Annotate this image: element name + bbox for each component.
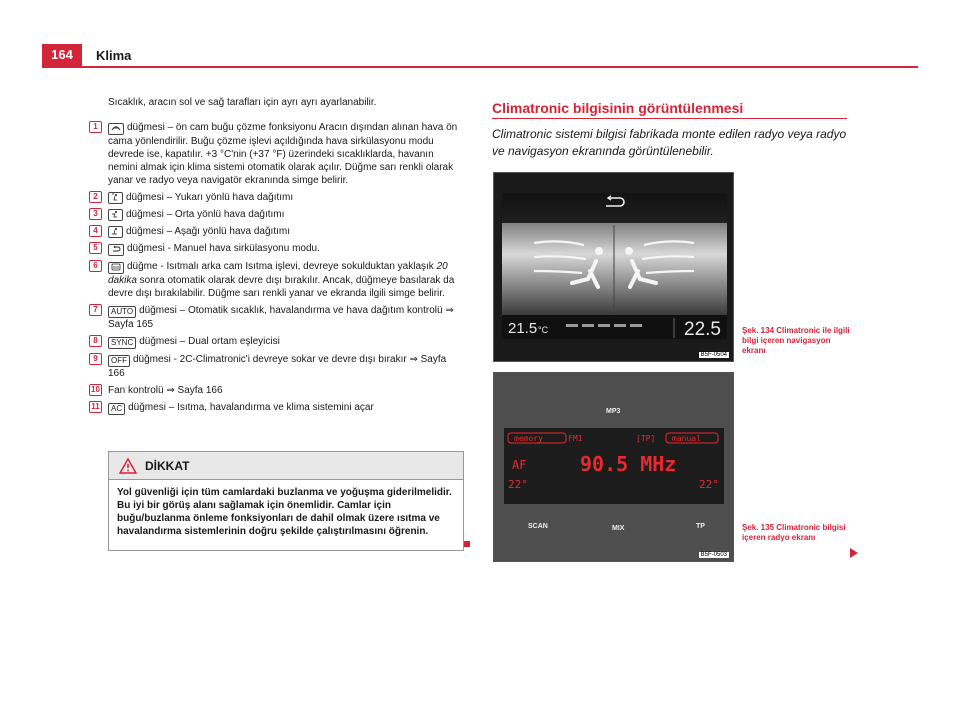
temp-left: 22° <box>508 478 528 491</box>
item-text: Fan kontrolü ⇒ Sayfa 166 <box>108 385 223 396</box>
page-title: Klima <box>96 48 132 63</box>
off-key: OFF <box>108 355 130 367</box>
list-item-2 <box>93 191 464 204</box>
air-down-icon <box>108 226 123 238</box>
continue-arrow-icon <box>850 548 858 558</box>
item-number: 1 <box>89 121 102 133</box>
warning-box <box>108 451 464 551</box>
header-rule <box>42 66 918 68</box>
item-number: 3 <box>89 208 102 220</box>
item-number: 9 <box>89 353 102 365</box>
defrost-icon <box>108 123 124 135</box>
item-text: sonra otomatik olarak devre dışı bırakılır. Ancak, düğmeye basılarak da devre dışı bırakılabilir. Düğme sarı renkli yanar ve ekranda ilgili simge belirir. <box>108 275 455 299</box>
ac-key: AC <box>108 403 125 415</box>
warning-header <box>109 452 463 480</box>
item-text: düğmesi – Yukarı yönlü hava dağıtımı <box>126 192 294 203</box>
item-number: 7 <box>89 304 102 316</box>
item-number: 8 <box>89 335 102 347</box>
item-text: düğmesi – Isıtma, havalandırma ve klima sistemini açar <box>128 402 374 413</box>
item-text: düğmesi – ön cam buğu çözme fonksiyonu Aracın dışından alınan hava ön cama yönlendirilir. Buğu çözme işlevi açıldığında hava sirkülasyonu modu devrede ise, kapatılır. +3 °C'nin (+37 °F) üzerindeki sıcaklıklarda, havanın nemini almak için klima sistemi otomatik olarak açılır. Düğme sarı renkli olarak yanar ve radyo veya navigatör ekranında simge belirir. <box>108 122 458 186</box>
right-temperature: 22.5 <box>684 319 721 340</box>
label-memory: memory <box>514 434 543 443</box>
label-fm: FM1 <box>568 434 583 443</box>
mix-button: MIX <box>612 525 625 532</box>
section-rule <box>492 118 847 119</box>
item-text: düğmesi – Otomatik sıcaklık, havalandırma ve hava dağıtım kontrolü ⇒ Sayfa 165 <box>108 305 454 330</box>
figure-navigation-screen <box>493 172 734 362</box>
figure-radio-screen <box>493 372 734 562</box>
list-item-6 <box>93 260 464 300</box>
frequency: 90.5 MHz <box>580 452 677 476</box>
label-manual: manual <box>672 434 701 443</box>
recirc-icon <box>108 244 124 256</box>
air-up-icon <box>108 192 123 204</box>
section-end-mark <box>464 541 470 547</box>
scan-button: SCAN <box>528 523 548 530</box>
label-af: AF <box>512 458 527 472</box>
list-item-4 <box>93 225 464 238</box>
item-text: düğmesi – Orta yönlü hava dağıtımı <box>126 209 285 220</box>
item-number: 5 <box>89 242 102 254</box>
section-lead: Climatronic sistemi bilgisi fabrikada monte edilen radyo veya radyo ve navigasyon ekranında görüntülenebilir. <box>492 127 847 158</box>
list-item-9 <box>93 353 464 380</box>
item-text: düğmesi – Aşağı yönlü hava dağıtımı <box>126 226 290 237</box>
section-title: Climatronic bilgisinin görüntülenmesi <box>492 100 744 116</box>
rear-window-icon <box>108 262 124 274</box>
auto-key: AUTO <box>108 306 136 318</box>
figure-code: B5F-0503 <box>700 552 727 558</box>
figure-caption-134: Şek. 134 Climatronic ile ilgili bilgi içeren navigasyon ekranı <box>742 326 850 355</box>
item-number: 10 <box>89 384 102 396</box>
item-text: düğmesi – Dual ortam eşleyicisi <box>139 336 280 347</box>
list-item-3 <box>93 208 464 221</box>
item-text: düğmesi - 2C-Climatronic'i devreye sokar ve devre dışı bırakır ⇒ Sayfa 166 <box>108 354 447 379</box>
warning-body: Yol güvenliği için tüm camlardaki buzlanma ve yoğuşma giderilmelidir. Bu iyi bir görüş alanı sağlamak için önemlidir. Camlar için buğu/buzlanma önleme fonksiyonları de dahil olmak üzere ısıtma ve havalandırma sistemlerinin doğru şekilde çalıştırılmasını öğrenin. <box>117 487 452 537</box>
item-text-italic: 20 dakika <box>108 261 448 286</box>
list-item-10 <box>91 384 464 397</box>
sync-key: SYNC <box>108 337 136 349</box>
item-number: 6 <box>89 260 102 272</box>
left-column <box>91 96 464 419</box>
list-item-7 <box>93 304 464 331</box>
tp-button: TP <box>696 523 705 530</box>
intro-text: Sıcaklık, aracın sol ve sağ tarafları için ayrı ayrı ayarlanabilir. <box>108 97 377 108</box>
list-item-1 <box>93 121 464 187</box>
item-number: 2 <box>89 191 102 203</box>
item-number: 11 <box>89 401 102 413</box>
air-mid-icon <box>108 209 123 221</box>
list-item-11 <box>91 401 464 415</box>
page-number: 164 <box>42 44 82 66</box>
item-text: düğme - Isıtmalı arka cam Isıtma işlevi, devreye sokulduktan yaklaşık <box>127 261 437 272</box>
left-temperature: 21.5 <box>508 320 538 337</box>
radio-screen-graphic <box>494 373 734 562</box>
item-number: 4 <box>89 225 102 237</box>
figure-caption-135: Şek. 135 Climatronic bilgisi içeren radyo ekranı <box>742 523 846 542</box>
figure-code: B5F-0504 <box>700 352 727 358</box>
warning-title: DİKKAT <box>145 458 190 473</box>
label-mp3: MP3 <box>606 408 621 415</box>
navigation-screen-graphic <box>494 173 734 362</box>
list-item-8 <box>93 335 464 349</box>
temperature-unit: °C <box>538 325 549 335</box>
item-text: düğmesi - Manuel hava sirkülasyonu modu. <box>127 243 320 254</box>
label-tp: [TP] <box>636 434 656 443</box>
warning-icon <box>119 458 137 474</box>
list-item-5 <box>93 242 464 256</box>
temp-right: 22° <box>699 478 719 491</box>
